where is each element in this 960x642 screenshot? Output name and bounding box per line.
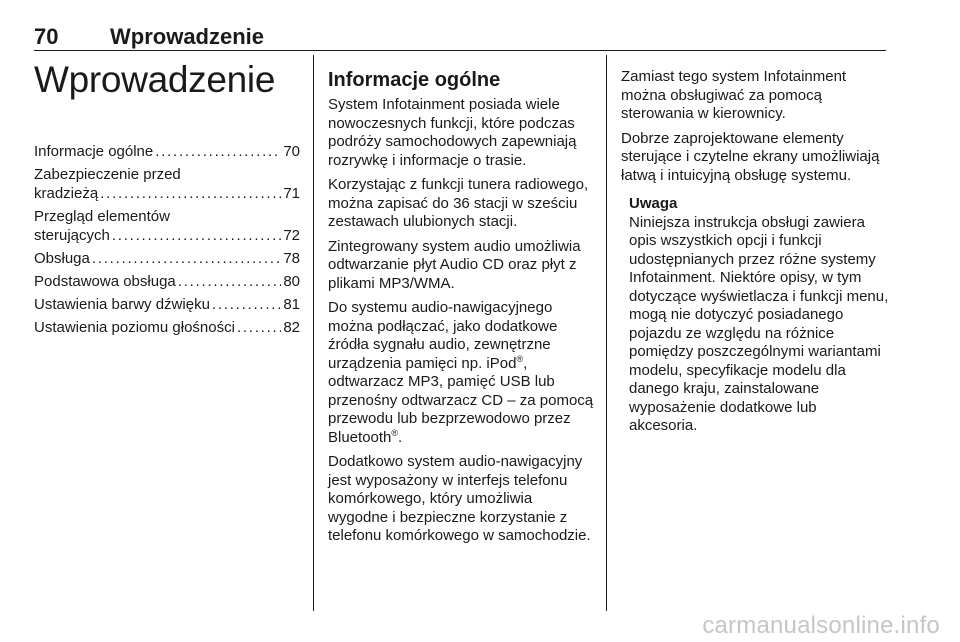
toc-page-number: 72 <box>283 227 300 244</box>
paragraph <box>328 299 596 447</box>
watermark[interactable]: carmanualsonline.info <box>702 612 940 639</box>
toc-line <box>34 142 300 161</box>
paragraph-text: Do systemu audio-nawigacyjnego można podłączać, jako dodatkowe źródła sygnału audio, zewnętrzne urządzenia pamięci np. iPod <box>328 299 558 372</box>
paragraph: Korzystając z funkcji tunera radiowego, można zapisać do 36 stacji w sześciu zestawach ulubionych stacji. <box>328 176 589 230</box>
toc-line <box>34 249 300 268</box>
toc-line <box>34 295 300 314</box>
running-title: Wprowadzenie <box>110 24 265 49</box>
column-divider <box>606 55 607 611</box>
chapter-title: Wprowadzenie <box>34 59 276 100</box>
toc-page-number: 82 <box>283 319 300 336</box>
text-column-2 <box>328 68 596 552</box>
paragraph: Dobrze zaprojektowane elementy sterujące i czytelne ekrany umożliwiają łatwą i intuicyjną obsługę systemu. <box>621 129 880 184</box>
toc-leader-dots <box>178 272 282 291</box>
toc-label: Podstawowa obsługa <box>34 273 176 290</box>
toc-page-number: 71 <box>283 185 300 202</box>
toc-leader-dots <box>112 226 281 245</box>
toc-line <box>34 207 300 226</box>
paragraph: Zamiast tego system Infotainment można obsługiwać za pomocą sterowania w kierownicy. <box>621 68 847 122</box>
toc-entry[interactable] <box>34 165 300 203</box>
toc-leader-dots <box>212 295 281 314</box>
paragraph: Zintegrowany system audio umożliwia odtwarzanie płyt Audio CD oraz płyt z plikami MP3/WMA. <box>328 237 581 292</box>
toc-line <box>34 226 300 245</box>
toc-leader-dots <box>92 249 281 268</box>
toc-label: Obsługa <box>34 250 90 267</box>
text-column-3 <box>621 68 889 442</box>
toc-entry[interactable] <box>34 272 300 291</box>
note-box <box>629 195 889 436</box>
toc-line <box>34 318 300 337</box>
toc-label: Ustawienia barwy dźwięku <box>34 296 210 313</box>
toc-entry[interactable] <box>34 318 300 337</box>
table-of-contents <box>34 142 300 337</box>
toc-label: sterujących <box>34 227 110 244</box>
toc-page-number: 81 <box>283 296 300 313</box>
toc-page-number: 80 <box>283 273 300 290</box>
paragraph-text: , odtwarzacz MP3, pamięć USB lub przenośny odtwarzacz CD – za pomocą przewodu lub bezprzewodowo przez Bluetooth <box>328 354 594 446</box>
toc-label: kradzieżą <box>34 185 99 202</box>
toc-leader-dots <box>155 142 281 161</box>
toc-label: Informacje ogólne <box>34 143 154 160</box>
section-title: Informacje ogólne <box>328 69 501 91</box>
toc-entry[interactable] <box>34 249 300 268</box>
toc-entry[interactable] <box>34 142 300 161</box>
paragraph-text: . <box>398 428 403 446</box>
toc-line <box>34 184 300 203</box>
note-title: Uwaga <box>629 195 678 212</box>
paragraph: System Infotainment posiada wiele nowoczesnych funkcji, które podczas podróży samochodowych zapewniają rozrywkę i informacje o trasie. <box>328 96 577 169</box>
toc-leader-dots <box>237 318 281 337</box>
paragraph: Dodatkowo system audio-nawigacyjny jest wyposażony w interfejs telefonu komórkowego, który umożliwia wygodne i bezpieczne korzystanie z telefonu komórkowego w samochodzie. <box>328 453 591 544</box>
toc-line <box>34 165 300 184</box>
toc-page-number: 70 <box>283 143 300 160</box>
toc-entry[interactable] <box>34 207 300 245</box>
header-rule <box>34 50 886 51</box>
toc-label: Ustawienia poziomu głośności <box>34 319 235 336</box>
toc-leader-dots <box>100 184 281 203</box>
registered-mark: ® <box>516 353 524 364</box>
toc-page-number: 78 <box>283 250 300 267</box>
page-number: 70 <box>34 24 59 49</box>
registered-mark: ® <box>391 427 399 438</box>
toc-column <box>34 58 300 341</box>
toc-entry[interactable] <box>34 295 300 314</box>
column-divider <box>313 55 314 611</box>
toc-label: Przegląd elementów <box>34 208 170 225</box>
note-text: Niniejsza instrukcja obsługi zawiera opis wszystkich opcji i funkcji udostępnianych przez różne systemy Infotainment. Niektóre opisy, w tym dotyczące wyświetlacza i funkcji menu, mogą nie dotyczyć posiadanego pojazdu ze względu na różnice pomiędzy poszczególnymi wariantami modelu, specyfikacje modelu dla danego kraju, zainstalowane wyposażenie dodatkowe lub akcesoria. <box>629 213 889 434</box>
toc-label: Zabezpieczenie przed <box>34 166 181 183</box>
toc-line <box>34 272 300 291</box>
